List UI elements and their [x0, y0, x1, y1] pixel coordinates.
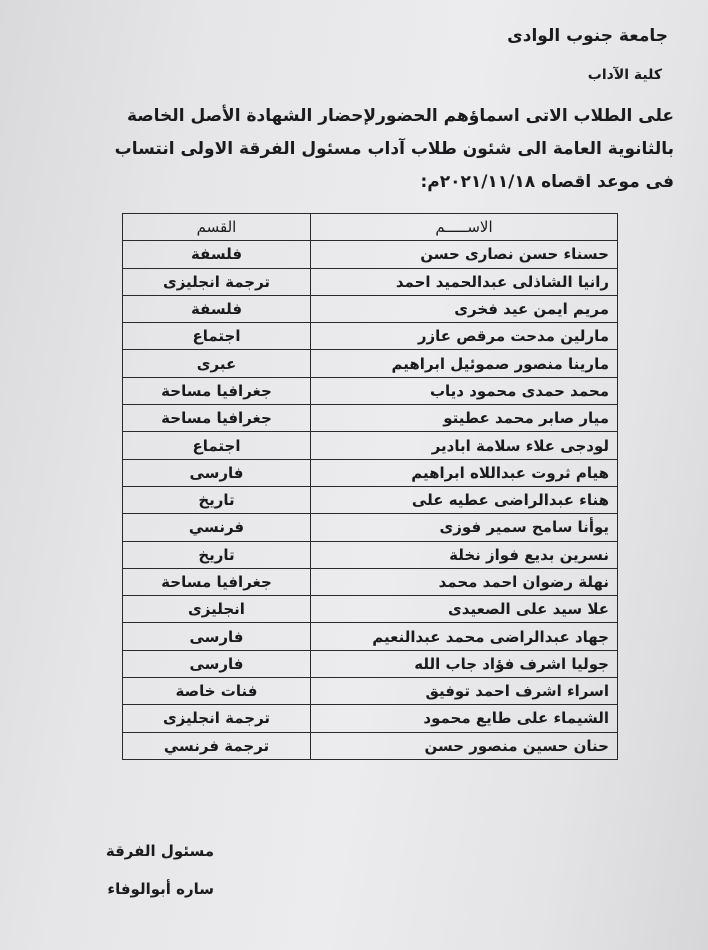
student-department: فارسى	[123, 650, 311, 677]
students-table	[122, 213, 618, 760]
student-name: حنان حسين منصور حسن	[311, 732, 618, 759]
student-department: فارسى	[123, 459, 311, 486]
name-column-header: الاســـــم	[311, 214, 618, 241]
student-name: جوليا اشرف فؤاد جاب الله	[311, 650, 618, 677]
table-row	[123, 377, 618, 404]
student-name: هناء عبدالراضى عطيه على	[311, 486, 618, 513]
student-name: نسرين بديع فواز نخلة	[311, 541, 618, 568]
student-name: مارينا منصور صموئيل ابراهيم	[311, 350, 618, 377]
table-row	[123, 432, 618, 459]
student-department: عبرى	[123, 350, 311, 377]
table-row	[123, 295, 618, 322]
student-department: جغرافيا مساحة	[123, 405, 311, 432]
student-department: ترجمة فرنسي	[123, 732, 311, 759]
student-name: نهلة رضوان احمد محمد	[311, 568, 618, 595]
student-department: اجتماع	[123, 323, 311, 350]
table-row	[123, 323, 618, 350]
table-row	[123, 705, 618, 732]
table-row	[123, 241, 618, 268]
table-row	[123, 596, 618, 623]
student-name: هيام ثروت عبداللاه ابراهيم	[311, 459, 618, 486]
student-name: الشيماء على طايع محمود	[311, 705, 618, 732]
table-row	[123, 268, 618, 295]
student-department: فرنسي	[123, 514, 311, 541]
table-row	[123, 678, 618, 705]
student-name: اسراء اشرف احمد توفيق	[311, 678, 618, 705]
student-department: تاريخ	[123, 541, 311, 568]
table-row	[123, 486, 618, 513]
student-department: انجليزى	[123, 596, 311, 623]
student-department: ترجمة انجليزى	[123, 268, 311, 295]
student-department: اجتماع	[123, 432, 311, 459]
table-row	[123, 459, 618, 486]
student-department: فلسفة	[123, 241, 311, 268]
student-department: جغرافيا مساحة	[123, 568, 311, 595]
faculty-name: كلية الآداب	[587, 67, 662, 83]
student-name: حسناء حسن نصارى حسن	[311, 241, 618, 268]
department-column-header: القسم	[123, 214, 311, 241]
table-row	[123, 405, 618, 432]
student-name: رانيا الشاذلى عبدالحميد احمد	[311, 268, 618, 295]
notice-paragraph: على الطلاب الاتى اسماؤهم الحضورلإحضار الشهادة الأصل الخاصة بالثانوية العامة الى شئون طلاب آداب مسئول الفرقة الاولى انتساب فى موعد اقصاه ٢٠٢١/١١/١٨م:	[114, 106, 674, 192]
university-name: جامعة جنوب الوادى	[507, 26, 668, 46]
student-name: علا سيد على الصعيدى	[311, 596, 618, 623]
student-department: فلسفة	[123, 295, 311, 322]
student-department: فارسى	[123, 623, 311, 650]
student-name: مريم ايمن عيد فخرى	[311, 295, 618, 322]
student-department: جغرافيا مساحة	[123, 377, 311, 404]
table-row	[123, 623, 618, 650]
student-name: ميار صابر محمد عطيتو	[311, 405, 618, 432]
table-row	[123, 650, 618, 677]
student-department: فنات خاصة	[123, 678, 311, 705]
table-row	[123, 514, 618, 541]
table-row	[123, 568, 618, 595]
table-header-row	[123, 214, 618, 241]
student-name: لودجى علاء سلامة ابادير	[311, 432, 618, 459]
table-row	[123, 541, 618, 568]
student-name: جهاد عبدالراضى محمد عبدالنعيم	[311, 623, 618, 650]
table-row	[123, 350, 618, 377]
signature-name: ساره أبوالوفاء	[107, 880, 214, 898]
student-name: محمد حمدى محمود دياب	[311, 377, 618, 404]
table-row	[123, 732, 618, 759]
student-department: تاريخ	[123, 486, 311, 513]
signature-title: مسئول الفرقة	[105, 842, 214, 860]
student-department: ترجمة انجليزى	[123, 705, 311, 732]
student-name: مارلين مدحت مرقص عازر	[311, 323, 618, 350]
student-name: يوأنا سامح سمير فوزى	[311, 514, 618, 541]
